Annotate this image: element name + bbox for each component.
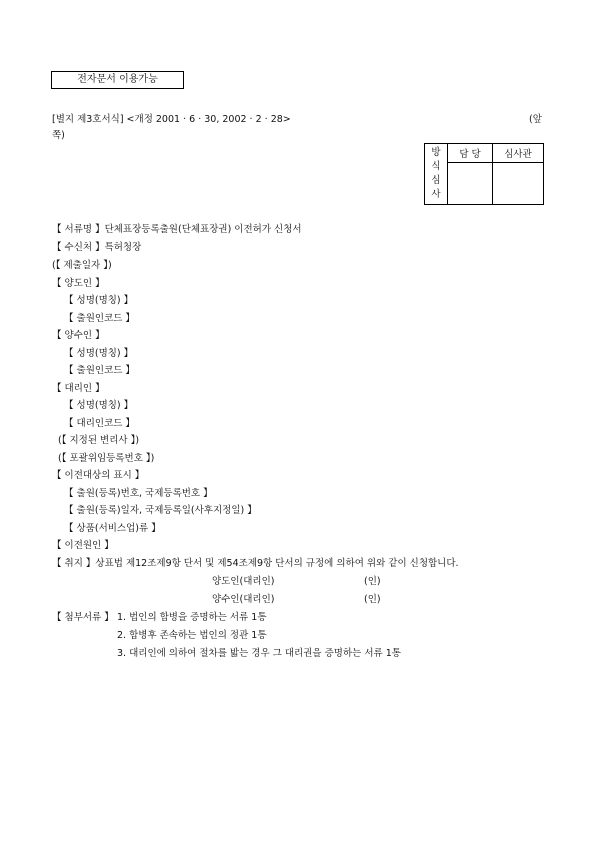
- approval-table: [424, 143, 544, 205]
- form-header: [별지 제3호서식] <개정 2001 · 6 · 30, 2002 · 2 · 28>: [52, 114, 291, 125]
- page-side-label-cont: 쪽): [52, 130, 65, 141]
- transferee-section: 【 양수인 】: [52, 330, 105, 341]
- doc-name-field: 【 서류명 】단체표장등록출원(단체표장권) 이전허가 신청서: [52, 224, 302, 235]
- transfer-object-section: 【 이전대상의 표시 】: [52, 470, 145, 481]
- transferee-signature-label: 양수인(대리인): [212, 594, 275, 605]
- general-power-number-field: (【 포괄위임등록번호 】): [58, 453, 155, 464]
- transferor-section: 【 양도인 】: [52, 278, 105, 289]
- agent-name-field: 【 성명(명칭) 】: [64, 400, 134, 411]
- attachment-item-2: 2. 합병후 존속하는 법인의 정관 1통: [117, 630, 267, 641]
- page-side-label: (앞: [529, 114, 542, 125]
- electronic-document-badge: 전자문서 이용가능: [51, 71, 184, 89]
- charge-sign-cell[interactable]: [448, 163, 493, 205]
- submission-date-field: (【 제출일자 】): [52, 260, 112, 271]
- registration-number-field: 【 출원(등록)번호, 국제등록번호 】: [64, 488, 213, 499]
- transferor-code-field: 【 출원인코드 】: [64, 313, 135, 324]
- agent-code-field: 【 대리인코드 】: [64, 418, 135, 429]
- agent-section: 【 대리인 】: [52, 383, 105, 394]
- transferee-name-field: 【 성명(명칭) 】: [64, 348, 134, 359]
- transferor-seal[interactable]: (인): [364, 576, 381, 587]
- designated-attorney-field: (【 지정된 변리사 】): [58, 435, 140, 446]
- transferee-seal[interactable]: (인): [364, 594, 381, 605]
- recipient-field: 【 수신처 】특허청장: [52, 242, 142, 253]
- registration-date-field: 【 출원(등록)일자, 국제등록일(사후지정일) 】: [64, 505, 257, 516]
- examiner-sign-cell[interactable]: [493, 163, 544, 205]
- method-review-label: 방 식 심 사: [425, 144, 448, 205]
- transferor-signature-label: 양도인(대리인): [212, 576, 275, 587]
- attachment-item-1: 1. 법인의 합병을 증명하는 서류 1통: [117, 612, 267, 623]
- transferor-name-field: 【 성명(명칭) 】: [64, 295, 134, 306]
- goods-class-field: 【 상품(서비스업)류 】: [64, 523, 161, 534]
- charge-header: 담 당: [448, 144, 493, 163]
- transferee-code-field: 【 출원인코드 】: [64, 365, 135, 376]
- purpose-statement: 【 취지 】상표법 제12조제9항 단서 및 제54조제9항 단서의 규정에 의하여 위와 같이 신청합니다.: [52, 558, 459, 569]
- attachments-label: 【 첨부서류 】: [52, 612, 114, 623]
- examiner-header: 심사관: [493, 144, 544, 163]
- attachment-item-3: 3. 대리인에 의하여 절차를 밟는 경우 그 대리권을 증명하는 서류 1통: [117, 648, 401, 659]
- transfer-cause-field: 【 이전원인 】: [52, 540, 114, 551]
